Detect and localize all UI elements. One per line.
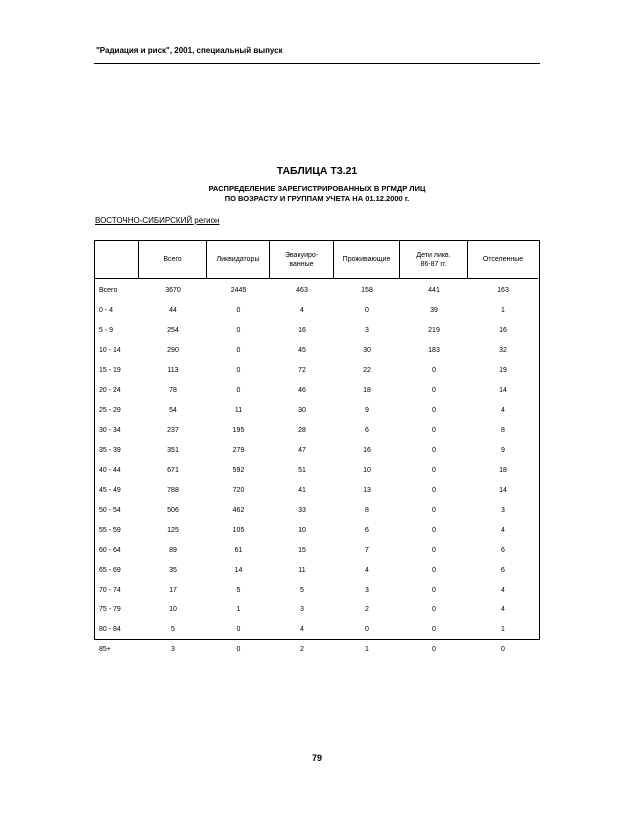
table-cell: 13 (363, 486, 371, 494)
row-label: 5 - 9 (99, 327, 114, 335)
table-cell: 105 (232, 526, 245, 534)
row-label: 45 - 49 (99, 486, 121, 494)
table-cell: 0 (432, 367, 436, 375)
table-cell: 6 (501, 546, 505, 554)
column-header-text: Проживающие (342, 256, 391, 263)
table-cell: 462 (232, 506, 245, 514)
table-row (95, 620, 538, 640)
table-cell: 8 (365, 506, 369, 514)
column-header (400, 241, 468, 278)
table-cell: 9 (365, 407, 369, 415)
table-cell: 47 (298, 446, 306, 454)
table-cell: 0 (432, 586, 436, 594)
row-label: 85+ (99, 646, 111, 654)
table-cell: 78 (169, 387, 177, 395)
table-cell: 22 (363, 367, 371, 375)
table-cell: 30 (298, 407, 306, 415)
table-cell: 3 (171, 646, 175, 654)
table-cell: 0 (236, 307, 241, 315)
table-cell: 6 (365, 427, 369, 435)
table-cell: 720 (232, 486, 245, 494)
table-cell: 17 (169, 586, 177, 594)
table-cell: 0 (236, 367, 241, 375)
table-cell: 4 (300, 307, 304, 315)
table-row (95, 321, 538, 341)
table-cell: 113 (167, 367, 179, 375)
table-cell: 4 (365, 566, 369, 574)
table-cell: 16 (499, 327, 507, 335)
table-cell: 5 (300, 586, 304, 594)
table-cell: 671 (167, 466, 179, 474)
table-row (95, 301, 538, 321)
column-header-text: 86-87 гг. (420, 260, 447, 268)
page-number: 79 (311, 753, 322, 763)
table-row (95, 421, 538, 441)
table-cell: 441 (428, 287, 440, 295)
table-cell: 16 (363, 446, 371, 454)
table-cell: 279 (232, 446, 245, 454)
table-cell: 4 (300, 626, 304, 634)
table-row (95, 580, 538, 600)
row-label: 10 - 14 (99, 347, 121, 355)
table-row (95, 401, 538, 421)
row-label: 70 - 74 (99, 586, 121, 594)
table-cell: 35 (169, 566, 177, 574)
table-cell: 183 (428, 347, 440, 355)
table-row (95, 460, 538, 480)
table-cell: 0 (432, 546, 436, 554)
table-cell: 89 (169, 546, 177, 554)
table-row (95, 640, 538, 660)
table-cell: 4 (501, 606, 505, 614)
column-header-text: ванные (289, 260, 314, 268)
table-subtitle-line: РАСПРЕДЕЛЕНИЕ ЗАРЕГИСТРИРОВАННЫХ В РГМДР ЛИЦ (208, 184, 426, 193)
table-cell: 18 (499, 466, 507, 474)
table-cell: 14 (234, 566, 243, 574)
table-cell: 0 (432, 486, 436, 494)
table-cell: 18 (363, 387, 371, 395)
table-row (95, 500, 538, 520)
table-cell: 0 (432, 407, 436, 415)
table-cell: 0 (236, 387, 241, 395)
table-cell: 0 (236, 626, 241, 634)
column-header (139, 241, 207, 278)
table-cell: 1 (365, 646, 369, 654)
table-cell: 44 (169, 307, 177, 315)
table-cell: 788 (167, 486, 179, 494)
table-row (95, 341, 538, 361)
header-rule (94, 63, 540, 64)
table-cell: 7 (365, 546, 369, 554)
table-cell: 3670 (165, 287, 181, 295)
table-cell: 0 (432, 526, 436, 534)
table-row (95, 540, 538, 560)
table-cell: 351 (167, 446, 179, 454)
row-label: 15 - 19 (99, 367, 121, 375)
table-subtitle-line: ПО ВОЗРАСТУ И ГРУППАМ УЧЕТА НА 01.12.2000 г. (224, 194, 410, 203)
row-label: 65 - 69 (99, 566, 121, 574)
table-body (95, 281, 538, 660)
row-label: 75 - 79 (99, 606, 121, 614)
row-label: Всего (99, 287, 118, 295)
table-cell: 4 (501, 526, 505, 534)
row-label: 60 - 64 (99, 546, 121, 554)
table-cell: 1 (501, 626, 505, 634)
table-cell: 15 (298, 546, 306, 554)
data-table (94, 240, 540, 654)
table-row (95, 381, 538, 401)
table-cell: 32 (499, 347, 507, 355)
table-cell: 5 (236, 586, 241, 594)
column-header (270, 241, 334, 278)
table-cell: 72 (298, 367, 306, 375)
table-cell: 0 (501, 646, 505, 654)
table-row (95, 520, 538, 540)
table-cell: 39 (430, 307, 438, 315)
table-row (95, 441, 538, 461)
row-label: 50 - 54 (99, 506, 121, 514)
table-cell: 1 (236, 606, 241, 614)
table-cell: 2 (365, 606, 369, 614)
table-cell: 0 (432, 646, 436, 654)
table-cell: 0 (236, 347, 241, 355)
table-cell: 45 (298, 347, 306, 355)
table-cell: 14 (499, 387, 507, 395)
table-cell: 5 (171, 626, 175, 634)
table-cell: 0 (432, 626, 436, 634)
table-cell: 11 (298, 566, 306, 574)
table-subtitle (0, 184, 634, 204)
table-cell: 254 (167, 327, 179, 335)
table-cell: 506 (167, 506, 179, 514)
table-cell: 0 (236, 646, 241, 654)
table-cell: 0 (365, 626, 369, 634)
table-cell: 0 (432, 606, 436, 614)
table-cell: 0 (432, 466, 436, 474)
row-label: 30 - 34 (99, 427, 121, 435)
table-cell: 592 (232, 466, 245, 474)
table-cell: 3 (365, 327, 369, 335)
table-cell: 0 (432, 566, 436, 574)
table-cell: 46 (298, 387, 306, 395)
table-cell: 3 (365, 586, 369, 594)
table-cell: 6 (365, 526, 369, 534)
column-header (334, 241, 400, 278)
table-row (95, 480, 538, 500)
table-cell: 11 (234, 407, 243, 415)
table-cell: 0 (432, 446, 436, 454)
table-cell: 163 (497, 287, 509, 295)
table-cell: 51 (298, 466, 306, 474)
column-header (468, 241, 538, 278)
table-cell: 290 (167, 347, 179, 355)
column-header-text: Дети ликв. (416, 251, 451, 259)
column-header (95, 241, 139, 278)
table-row (95, 600, 538, 620)
table-cell: 463 (296, 287, 308, 295)
column-header-text: Эвакуиро- (284, 251, 319, 259)
table-cell: 2 (300, 646, 304, 654)
table-cell: 3 (300, 606, 304, 614)
column-header-text: Ликвидаторы (216, 256, 260, 263)
table-cell: 10 (363, 466, 371, 474)
table-title: ТАБЛИЦА Т3.21 (276, 165, 358, 177)
running-header: "Радиация и риск", 2001, специальный выпуск (96, 46, 283, 55)
row-label: 40 - 44 (99, 466, 121, 474)
column-header (207, 241, 270, 278)
table-cell: 0 (365, 307, 369, 315)
table-row (95, 560, 538, 580)
table-cell: 1 (501, 307, 505, 315)
row-label: 25 - 29 (99, 407, 121, 415)
table-cell: 61 (234, 546, 243, 554)
table-cell: 6 (501, 566, 505, 574)
table-cell: 0 (236, 327, 241, 335)
row-label: 35 - 39 (99, 446, 121, 454)
table-row (95, 281, 538, 301)
table-cell: 41 (298, 486, 306, 494)
table-cell: 3 (501, 506, 505, 514)
table-cell: 54 (169, 407, 177, 415)
table-cell: 125 (167, 526, 179, 534)
table-cell: 9 (501, 446, 505, 454)
column-header-text: Всего (163, 256, 182, 263)
table-cell: 33 (298, 506, 306, 514)
table-cell: 19 (499, 367, 507, 375)
table-cell: 14 (499, 486, 507, 494)
table-cell: 158 (361, 287, 373, 295)
table-cell: 28 (298, 427, 306, 435)
table-row (95, 361, 538, 381)
table-cell: 0 (432, 506, 436, 514)
row-label: 80 - 84 (99, 626, 121, 634)
region-label: ВОСТОЧНО-СИБИРСКИЙ регион (95, 216, 220, 225)
table-cell: 10 (169, 606, 177, 614)
table-cell: 2445 (230, 287, 247, 295)
row-label: 20 - 24 (99, 387, 121, 395)
table-cell: 16 (298, 327, 306, 335)
table-cell: 4 (501, 407, 505, 415)
table-cell: 195 (232, 427, 245, 435)
table-cell: 219 (428, 327, 440, 335)
column-header-row (95, 241, 538, 279)
table-cell: 8 (501, 427, 505, 435)
table-cell: 4 (501, 586, 505, 594)
row-label: 0 - 4 (99, 307, 114, 315)
table-cell: 30 (363, 347, 371, 355)
table-cell: 10 (298, 526, 306, 534)
row-label: 55 - 59 (99, 526, 121, 534)
column-header-text: Отселенные (482, 256, 524, 263)
table-cell: 0 (432, 427, 436, 435)
table-cell: 237 (167, 427, 179, 435)
table-cell: 0 (432, 387, 436, 395)
